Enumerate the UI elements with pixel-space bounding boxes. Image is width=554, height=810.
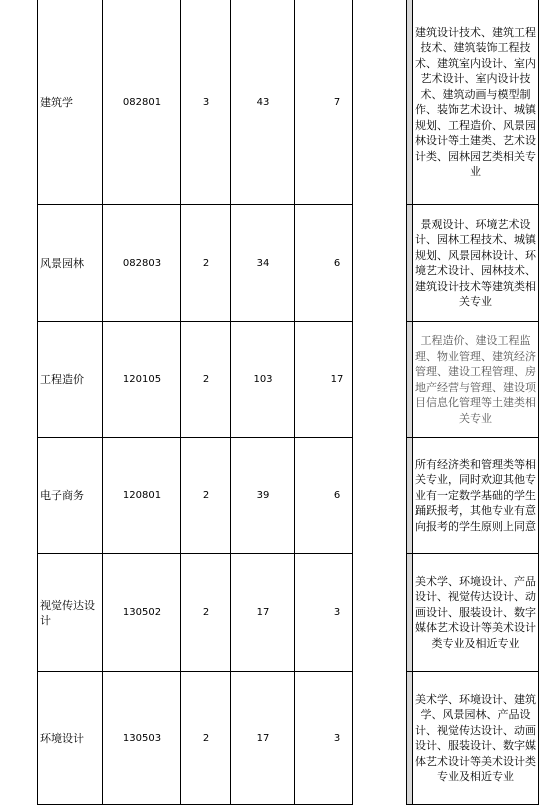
admission-requirement [414, 438, 537, 553]
major-name: 工程造价 [40, 373, 84, 386]
grid-line [180, 0, 181, 805]
grid-line [102, 0, 103, 805]
major-name: 电子商务 [40, 489, 84, 502]
admission-requirement [414, 672, 537, 804]
major-code: 130502 [122, 607, 162, 618]
major-code: 082801 [122, 96, 162, 108]
count-2: 17 [330, 374, 344, 385]
grid-line [37, 804, 353, 805]
major-code: 082803 [122, 257, 162, 269]
grid-line [406, 804, 539, 805]
major-name: 环境设计 [40, 731, 84, 745]
count-2: 7 [333, 96, 341, 108]
requirement-text: 美术学、环境设计、产品设计、视觉传达设计、动画设计、服装设计、数字媒体艺术设计等美术设计类专业及相近专业 [415, 574, 536, 650]
count-2: 6 [333, 257, 341, 269]
major-name: 建筑学 [40, 95, 73, 109]
grid-line [412, 0, 413, 805]
duration-years: 2 [202, 257, 210, 269]
grid-line [538, 0, 539, 805]
grid-line [37, 0, 38, 805]
major-code: 130503 [122, 732, 162, 744]
count-1: 17 [256, 607, 270, 618]
count-2: 3 [333, 732, 341, 744]
duration-years: 2 [202, 374, 210, 385]
admission-requirement [414, 554, 537, 671]
count-2: 6 [333, 490, 341, 501]
major-name: 风景园林 [40, 256, 84, 270]
duration-years: 2 [202, 607, 210, 618]
duration-years: 3 [202, 96, 210, 108]
requirement-text: 所有经济类和管理类等相关专业，同时欢迎其他专业有一定数学基础的学生踊跃报考，其他专业有意向报考的学生原则上同意 [415, 457, 536, 533]
grid-line [230, 0, 231, 805]
major-code: 120801 [122, 490, 162, 501]
admission-requirement [414, 322, 537, 437]
count-2: 3 [333, 607, 341, 618]
requirement-text: 景观设计、环境艺术设计、园林工程技术、城镇规划、风景园林设计、环境艺术设计、园林技术、建筑设计技术等建筑类相关专业 [415, 217, 536, 308]
count-1: 103 [253, 374, 273, 385]
count-1: 34 [256, 257, 270, 269]
requirement-text: 建筑设计技术、建筑工程技术、建筑装饰工程技术、建筑室内设计、室内艺术设计、室内设计技术、建筑动画与模型制作、装饰艺术设计、城镇规划、工程造价、风景园林设计等土建类、艺术设计类、园林园艺类相关专业 [415, 25, 536, 178]
count-1: 17 [256, 732, 270, 744]
major-code: 120105 [122, 374, 162, 385]
duration-years: 2 [202, 732, 210, 744]
grid-line [294, 0, 295, 805]
requirement-text: 工程造价、建设工程监理、物业管理、建筑经济管理、建设工程管理、房地产经营与管理、建设项目信息化管理等土建类相关专业 [415, 334, 536, 425]
admission-requirement [414, 0, 537, 204]
duration-years: 2 [202, 490, 210, 501]
column-divider [407, 0, 412, 805]
admission-requirement [414, 205, 537, 321]
major-name: 视觉传达设计 [40, 598, 95, 627]
count-1: 43 [256, 96, 270, 108]
requirement-text: 美术学、环境设计、建筑学、风景园林、产品设计、视觉传达设计、动画设计、服装设计、数字媒体艺术设计等美术设计类专业及相近专业 [415, 692, 536, 783]
count-1: 39 [256, 490, 270, 501]
